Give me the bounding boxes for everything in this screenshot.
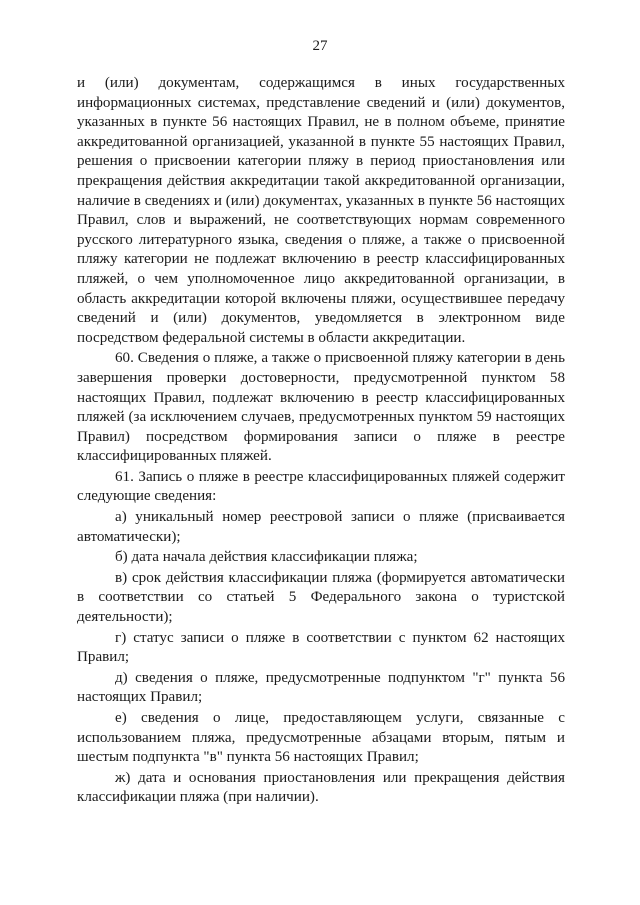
paragraph-61: 61. Запись о пляже в реестре классифицированных пляжей содержит следующие сведения:: [77, 468, 565, 505]
page-number: 27: [312, 38, 328, 54]
list-item-g: г) статус записи о пляже в соответствии с пунктом 62 настоящих Правил;: [77, 629, 565, 666]
list-item-v: в) срок действия классификации пляжа (формируется автоматически в соответствии со статьей 5 Федерального закона о туристской деятельности);: [77, 569, 565, 626]
list-item-zh: ж) дата и основания приостановления или прекращения действия классификации пляжа (при наличии).: [77, 769, 565, 806]
list-item-e: е) сведения о лице, предоставляющем услуги, связанные с использованием пляжа, предусмотренные абзацами вторым, пятым и шестым подпункта "в" пункта 56 настоящих Правил;: [77, 710, 565, 766]
list-item-b: б) дата начала действия классификации пляжа;: [115, 549, 418, 566]
paragraph-60: 60. Сведения о пляже, а также о присвоенной пляжу категории в день завершения проверки достоверности, предусмотренной пунктом 58 настоящих Правил, подлежат включению в реестр классифицированных пляжей (за исключением случаев, предусмотренных пунктом 59 настоящих Правил) посредством формирования записи о пляже в реестре классифицированных пляжей.: [77, 350, 565, 465]
list-item-d: д) сведения о пляже, предусмотренные подпунктом "г" пункта 56 настоящих Правил;: [77, 669, 565, 706]
paragraph-continuation: и (или) документам, содержащимся в иных государственных информационных системах, представление сведений и (или) документов, указанных в пункте 56 настоящих Правил, не в полном объеме, принятие аккредитованной организацией, указанной в пункте 55 настоящих Правил, решения о присвоении категории пляжу в период приостановления или прекращения действия аккредитации такой аккредитованной организации, наличие в сведениях и (или) документах, указанных в пункте 56 настоящих Правил, слов и выражений, не соответствующих нормам современного русского литературного языка, сведения о пляже, а также о присвоенной пляжу категории не подлежат включению в реестр классифицированных пляжей, о чем уполномоченное лицо аккредитованной организации, в область аккредитации которой включены пляжи, осуществившее передачу сведений и (или) документов, уведомляется в электронном виде посредством федеральной системы в области аккредитации.: [77, 75, 565, 346]
list-item-a: а) уникальный номер реестровой записи о пляже (присваивается автоматически);: [77, 509, 565, 545]
document-body: [77, 74, 565, 808]
